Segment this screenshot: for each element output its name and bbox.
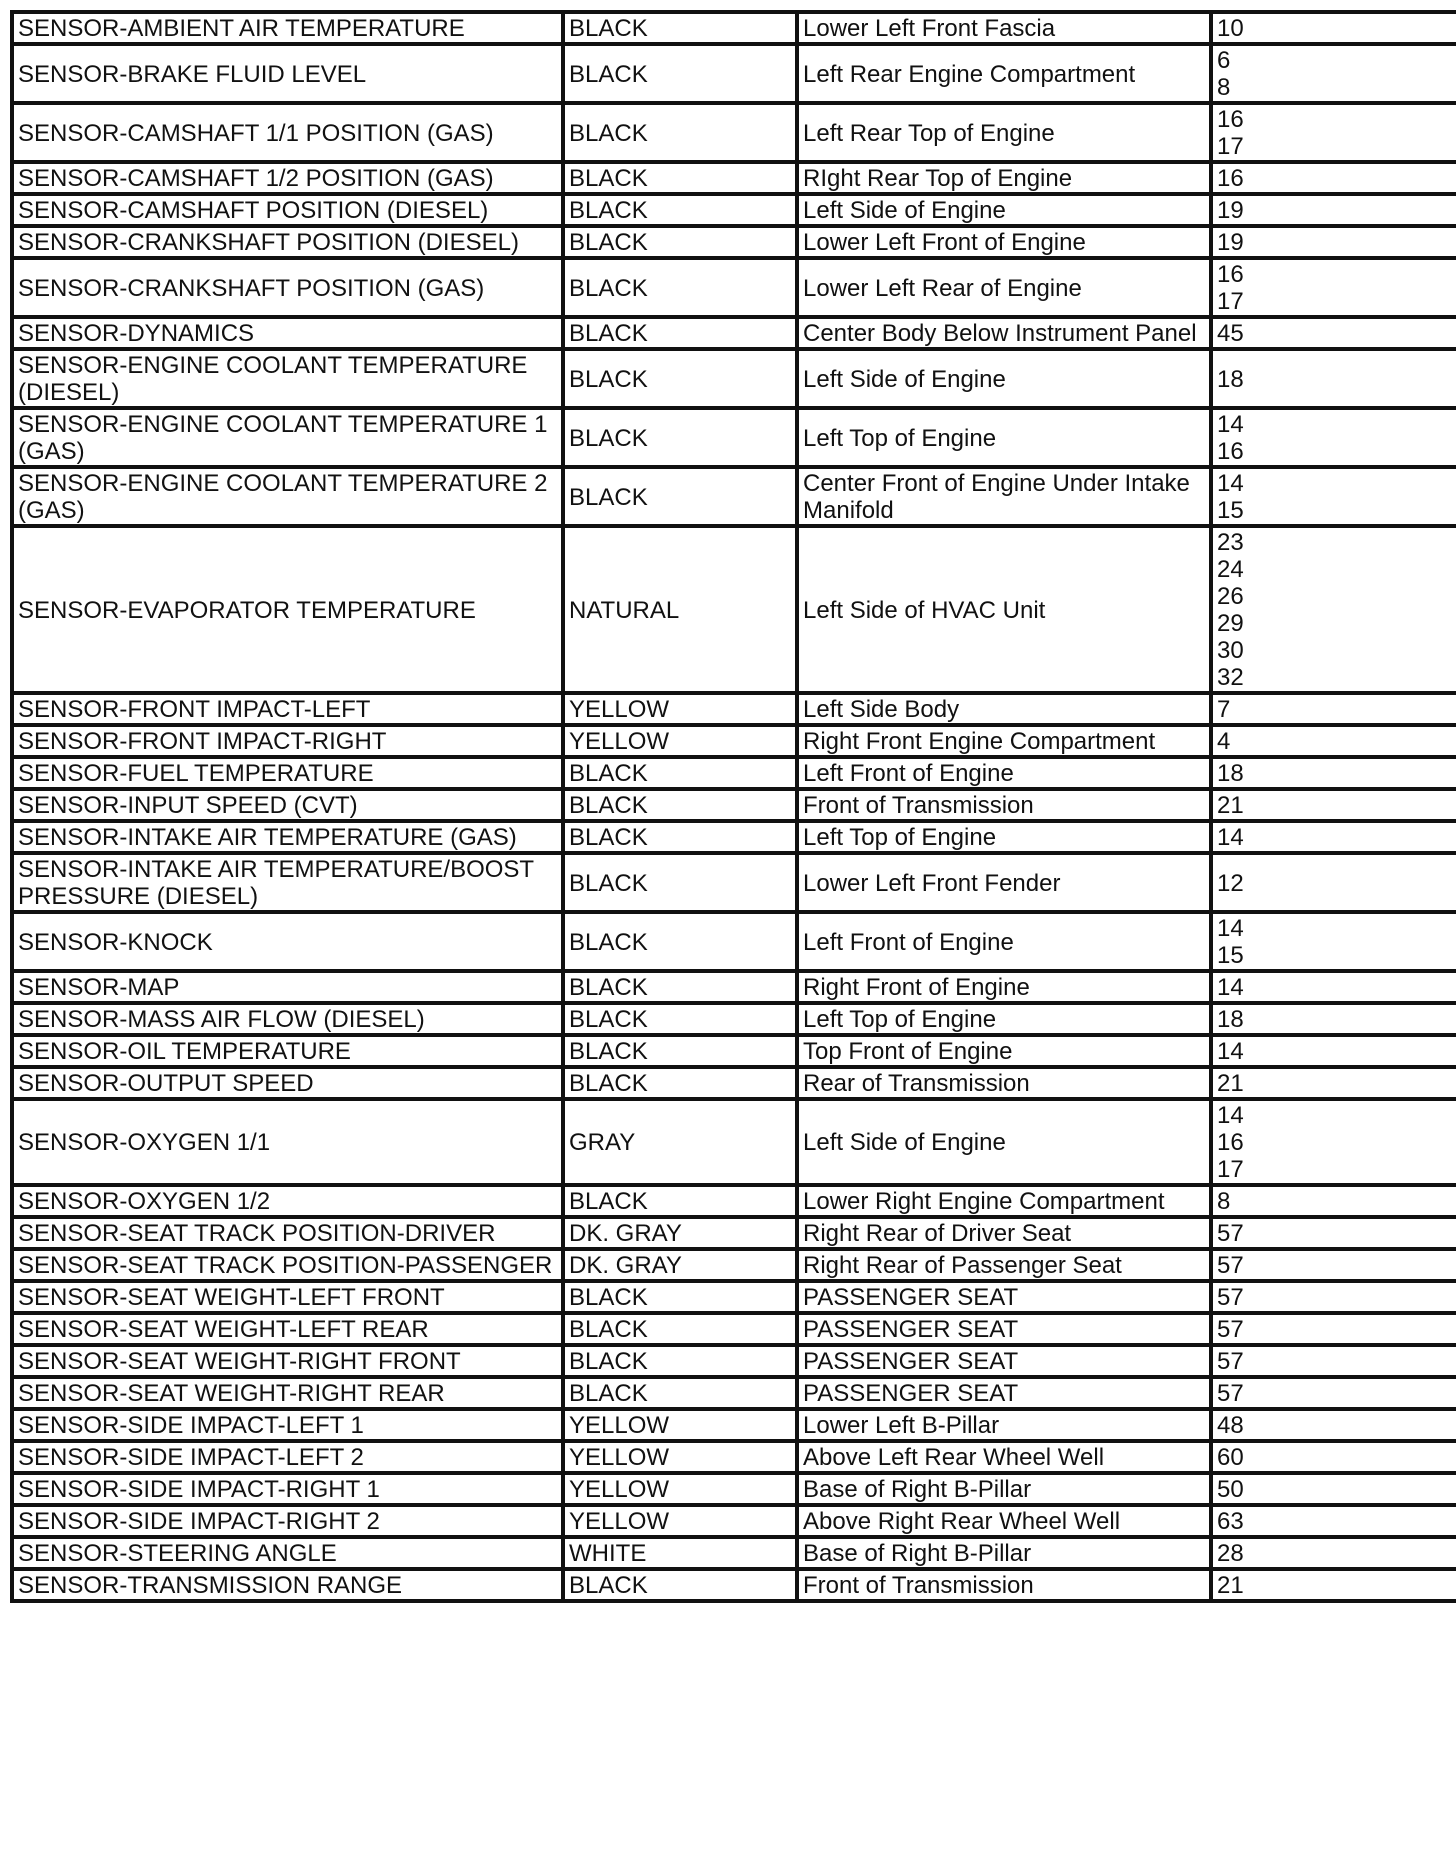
figure-number: 15 bbox=[1217, 497, 1244, 524]
connector-color-cell: YELLOW bbox=[563, 725, 797, 757]
connector-name-cell: SENSOR-ENGINE COOLANT TEMPERATURE 1 (GAS) bbox=[12, 408, 563, 467]
table-row bbox=[12, 1281, 1456, 1313]
figure-number: 30 bbox=[1217, 637, 1244, 664]
figure-numbers-cell bbox=[1211, 44, 1456, 103]
figure-number: 18 bbox=[1217, 365, 1244, 393]
connector-color-cell: BLACK bbox=[563, 194, 797, 226]
figure-numbers-cell bbox=[1211, 1313, 1456, 1345]
table-row bbox=[12, 349, 1456, 408]
figure-numbers-cell bbox=[1211, 1409, 1456, 1441]
figure-numbers-cell bbox=[1211, 162, 1456, 194]
figure-number: 16 bbox=[1217, 106, 1244, 133]
figure-number: 8 bbox=[1217, 1188, 1231, 1215]
table-row bbox=[12, 1537, 1456, 1569]
connector-location-cell: Lower Left Front Fender bbox=[797, 853, 1211, 912]
table-row bbox=[12, 1377, 1456, 1409]
connector-name-cell: SENSOR-FUEL TEMPERATURE bbox=[12, 757, 563, 789]
figure-number: 57 bbox=[1217, 1380, 1244, 1407]
figure-number: 18 bbox=[1217, 1006, 1244, 1033]
connector-name-cell: SENSOR-CAMSHAFT POSITION (DIESEL) bbox=[12, 194, 563, 226]
connector-color-cell: BLACK bbox=[563, 44, 797, 103]
connector-name-cell: SENSOR-OXYGEN 1/1 bbox=[12, 1099, 563, 1185]
figure-numbers-cell bbox=[1211, 789, 1456, 821]
connector-location-cell: Right Rear of Passenger Seat bbox=[797, 1249, 1211, 1281]
figure-number: 17 bbox=[1217, 133, 1244, 160]
connector-color-cell: BLACK bbox=[563, 971, 797, 1003]
figure-numbers-cell bbox=[1211, 1441, 1456, 1473]
connector-location-cell: Rear of Transmission bbox=[797, 1067, 1211, 1099]
connector-name-cell: SENSOR-INTAKE AIR TEMPERATURE/BOOST PRESSURE (DIESEL) bbox=[12, 853, 563, 912]
connector-location-cell: Base of Right B-Pillar bbox=[797, 1473, 1211, 1505]
figure-number: 50 bbox=[1217, 1476, 1244, 1503]
figure-number: 16 bbox=[1217, 261, 1244, 288]
connector-name-cell: SENSOR-SIDE IMPACT-RIGHT 1 bbox=[12, 1473, 563, 1505]
connector-locator-sheet bbox=[10, 10, 1448, 1603]
connector-color-cell: BLACK bbox=[563, 467, 797, 526]
connector-color-cell: BLACK bbox=[563, 349, 797, 408]
connector-name-cell: SENSOR-CRANKSHAFT POSITION (DIESEL) bbox=[12, 226, 563, 258]
connector-color-cell: GRAY bbox=[563, 1099, 797, 1185]
connector-location-cell: Top Front of Engine bbox=[797, 1035, 1211, 1067]
figure-numbers-cell bbox=[1211, 12, 1456, 44]
connector-color-cell: WHITE bbox=[563, 1537, 797, 1569]
figure-number: 14 bbox=[1217, 974, 1244, 1001]
connector-location-cell: PASSENGER SEAT bbox=[797, 1345, 1211, 1377]
connector-color-cell: DK. GRAY bbox=[563, 1217, 797, 1249]
figure-number: 6 bbox=[1217, 47, 1231, 74]
figure-numbers-cell bbox=[1211, 1505, 1456, 1537]
table-row bbox=[12, 853, 1456, 912]
figure-number: 4 bbox=[1217, 728, 1231, 755]
connector-location-cell: Left Side of Engine bbox=[797, 1099, 1211, 1185]
figure-number: 17 bbox=[1217, 288, 1244, 315]
figure-number: 57 bbox=[1217, 1220, 1244, 1247]
connector-color-cell: BLACK bbox=[563, 912, 797, 971]
connector-color-cell: YELLOW bbox=[563, 693, 797, 725]
figure-numbers-cell bbox=[1211, 853, 1456, 912]
connector-color-cell: NATURAL bbox=[563, 526, 797, 693]
figure-number: 12 bbox=[1217, 869, 1244, 897]
table-row bbox=[12, 1569, 1456, 1601]
connector-name-cell: SENSOR-CRANKSHAFT POSITION (GAS) bbox=[12, 258, 563, 317]
connector-name-cell: SENSOR-FRONT IMPACT-LEFT bbox=[12, 693, 563, 725]
connector-location-cell: PASSENGER SEAT bbox=[797, 1281, 1211, 1313]
connector-location-cell: Center Body Below Instrument Panel bbox=[797, 317, 1211, 349]
connector-location-cell: Left Top of Engine bbox=[797, 821, 1211, 853]
figure-numbers-cell bbox=[1211, 1345, 1456, 1377]
connector-name-cell: SENSOR-MAP bbox=[12, 971, 563, 1003]
figure-number: 17 bbox=[1217, 1156, 1244, 1183]
connector-color-cell: BLACK bbox=[563, 317, 797, 349]
table-row bbox=[12, 1345, 1456, 1377]
sensor-connector-table bbox=[10, 10, 1456, 1603]
connector-location-cell: Left Rear Engine Compartment bbox=[797, 44, 1211, 103]
figure-numbers-cell bbox=[1211, 1537, 1456, 1569]
connector-location-cell: Right Front Engine Compartment bbox=[797, 725, 1211, 757]
table-row bbox=[12, 1313, 1456, 1345]
connector-color-cell: BLACK bbox=[563, 1281, 797, 1313]
table-row bbox=[12, 1035, 1456, 1067]
figure-number: 24 bbox=[1217, 556, 1244, 583]
figure-numbers-cell bbox=[1211, 1003, 1456, 1035]
connector-location-cell: Above Left Rear Wheel Well bbox=[797, 1441, 1211, 1473]
table-row bbox=[12, 912, 1456, 971]
connector-color-cell: DK. GRAY bbox=[563, 1249, 797, 1281]
connector-color-cell: YELLOW bbox=[563, 1505, 797, 1537]
table-row bbox=[12, 1409, 1456, 1441]
connector-color-cell: BLACK bbox=[563, 821, 797, 853]
figure-numbers-cell bbox=[1211, 1281, 1456, 1313]
connector-name-cell: SENSOR-CAMSHAFT 1/2 POSITION (GAS) bbox=[12, 162, 563, 194]
table-row bbox=[12, 1067, 1456, 1099]
connector-name-cell: SENSOR-DYNAMICS bbox=[12, 317, 563, 349]
figure-numbers-cell bbox=[1211, 1035, 1456, 1067]
connector-name-cell: SENSOR-CAMSHAFT 1/1 POSITION (GAS) bbox=[12, 103, 563, 162]
connector-name-cell: SENSOR-AMBIENT AIR TEMPERATURE bbox=[12, 12, 563, 44]
figure-number: 21 bbox=[1217, 1572, 1244, 1599]
figure-number: 14 bbox=[1217, 1102, 1244, 1129]
table-row bbox=[12, 789, 1456, 821]
connector-name-cell: SENSOR-SIDE IMPACT-LEFT 1 bbox=[12, 1409, 563, 1441]
figure-number: 57 bbox=[1217, 1348, 1244, 1375]
connector-name-cell: SENSOR-SEAT TRACK POSITION-PASSENGER bbox=[12, 1249, 563, 1281]
connector-name-cell: SENSOR-SEAT WEIGHT-LEFT FRONT bbox=[12, 1281, 563, 1313]
table-body bbox=[12, 12, 1456, 1601]
figure-number: 16 bbox=[1217, 165, 1244, 192]
figure-numbers-cell bbox=[1211, 1569, 1456, 1601]
connector-location-cell: Lower Left Front of Engine bbox=[797, 226, 1211, 258]
connector-location-cell: Lower Left Rear of Engine bbox=[797, 258, 1211, 317]
figure-number: 21 bbox=[1217, 792, 1244, 819]
figure-number: 60 bbox=[1217, 1444, 1244, 1471]
connector-color-cell: YELLOW bbox=[563, 1473, 797, 1505]
table-row bbox=[12, 1249, 1456, 1281]
connector-location-cell: Left Top of Engine bbox=[797, 408, 1211, 467]
connector-color-cell: BLACK bbox=[563, 103, 797, 162]
connector-color-cell: BLACK bbox=[563, 1067, 797, 1099]
table-row bbox=[12, 1099, 1456, 1185]
connector-color-cell: BLACK bbox=[563, 226, 797, 258]
figure-numbers-cell bbox=[1211, 1185, 1456, 1217]
connector-name-cell: SENSOR-ENGINE COOLANT TEMPERATURE 2 (GAS) bbox=[12, 467, 563, 526]
connector-location-cell: Left Side of Engine bbox=[797, 194, 1211, 226]
figure-number: 57 bbox=[1217, 1252, 1244, 1279]
figure-number: 10 bbox=[1217, 15, 1244, 42]
figure-numbers-cell bbox=[1211, 1217, 1456, 1249]
connector-name-cell: SENSOR-MASS AIR FLOW (DIESEL) bbox=[12, 1003, 563, 1035]
connector-color-cell: BLACK bbox=[563, 1003, 797, 1035]
table-row bbox=[12, 226, 1456, 258]
connector-location-cell: Lower Right Engine Compartment bbox=[797, 1185, 1211, 1217]
figure-number: 19 bbox=[1217, 197, 1244, 224]
connector-name-cell: SENSOR-EVAPORATOR TEMPERATURE bbox=[12, 526, 563, 693]
figure-numbers-cell bbox=[1211, 971, 1456, 1003]
figure-number: 45 bbox=[1217, 320, 1244, 347]
connector-color-cell: BLACK bbox=[563, 1345, 797, 1377]
connector-location-cell: Left Rear Top of Engine bbox=[797, 103, 1211, 162]
table-row bbox=[12, 1473, 1456, 1505]
connector-location-cell: Right Front of Engine bbox=[797, 971, 1211, 1003]
connector-location-cell: Lower Left B-Pillar bbox=[797, 1409, 1211, 1441]
figure-number: 23 bbox=[1217, 529, 1244, 556]
connector-color-cell: BLACK bbox=[563, 853, 797, 912]
connector-name-cell: SENSOR-OXYGEN 1/2 bbox=[12, 1185, 563, 1217]
figure-number: 26 bbox=[1217, 583, 1244, 610]
figure-numbers-cell bbox=[1211, 1377, 1456, 1409]
connector-name-cell: SENSOR-OUTPUT SPEED bbox=[12, 1067, 563, 1099]
connector-name-cell: SENSOR-TRANSMISSION RANGE bbox=[12, 1569, 563, 1601]
figure-number: 19 bbox=[1217, 229, 1244, 256]
connector-color-cell: BLACK bbox=[563, 1035, 797, 1067]
figure-number: 14 bbox=[1217, 470, 1244, 497]
connector-color-cell: BLACK bbox=[563, 757, 797, 789]
figure-numbers-cell bbox=[1211, 1249, 1456, 1281]
table-row bbox=[12, 408, 1456, 467]
connector-name-cell: SENSOR-SIDE IMPACT-RIGHT 2 bbox=[12, 1505, 563, 1537]
connector-location-cell: RIght Rear Top of Engine bbox=[797, 162, 1211, 194]
connector-color-cell: YELLOW bbox=[563, 1409, 797, 1441]
figure-number: 28 bbox=[1217, 1540, 1244, 1567]
connector-location-cell: Front of Transmission bbox=[797, 789, 1211, 821]
figure-numbers-cell bbox=[1211, 725, 1456, 757]
figure-numbers-cell bbox=[1211, 821, 1456, 853]
figure-number: 18 bbox=[1217, 760, 1244, 787]
table-row bbox=[12, 821, 1456, 853]
figure-numbers-cell bbox=[1211, 1473, 1456, 1505]
connector-location-cell: Center Front of Engine Under Intake Manifold bbox=[797, 467, 1211, 526]
connector-name-cell: SENSOR-SIDE IMPACT-LEFT 2 bbox=[12, 1441, 563, 1473]
figure-numbers-cell bbox=[1211, 912, 1456, 971]
connector-location-cell: Left Top of Engine bbox=[797, 1003, 1211, 1035]
connector-location-cell: Left Side Body bbox=[797, 693, 1211, 725]
connector-location-cell: Left Front of Engine bbox=[797, 757, 1211, 789]
figure-numbers-cell bbox=[1211, 349, 1456, 408]
figure-numbers-cell bbox=[1211, 1067, 1456, 1099]
figure-number: 57 bbox=[1217, 1316, 1244, 1343]
figure-numbers-cell bbox=[1211, 467, 1456, 526]
table-row bbox=[12, 1217, 1456, 1249]
figure-number: 14 bbox=[1217, 915, 1244, 942]
figure-number: 7 bbox=[1217, 696, 1231, 723]
figure-numbers-cell bbox=[1211, 226, 1456, 258]
table-row bbox=[12, 162, 1456, 194]
connector-location-cell: Left Side of Engine bbox=[797, 349, 1211, 408]
figure-numbers-cell bbox=[1211, 693, 1456, 725]
connector-location-cell: Lower Left Front Fascia bbox=[797, 12, 1211, 44]
connector-location-cell: Base of Right B-Pillar bbox=[797, 1537, 1211, 1569]
table-row bbox=[12, 1185, 1456, 1217]
figure-numbers-cell bbox=[1211, 317, 1456, 349]
table-row bbox=[12, 725, 1456, 757]
connector-name-cell: SENSOR-FRONT IMPACT-RIGHT bbox=[12, 725, 563, 757]
table-row bbox=[12, 12, 1456, 44]
connector-color-cell: BLACK bbox=[563, 408, 797, 467]
table-row bbox=[12, 467, 1456, 526]
table-row bbox=[12, 103, 1456, 162]
figure-numbers-cell bbox=[1211, 526, 1456, 693]
table-row bbox=[12, 317, 1456, 349]
connector-name-cell: SENSOR-BRAKE FLUID LEVEL bbox=[12, 44, 563, 103]
connector-location-cell: PASSENGER SEAT bbox=[797, 1377, 1211, 1409]
figure-number: 14 bbox=[1217, 411, 1244, 438]
connector-location-cell: Front of Transmission bbox=[797, 1569, 1211, 1601]
figure-number: 57 bbox=[1217, 1284, 1244, 1311]
connector-color-cell: BLACK bbox=[563, 258, 797, 317]
figure-number: 14 bbox=[1217, 824, 1244, 851]
connector-name-cell: SENSOR-INPUT SPEED (CVT) bbox=[12, 789, 563, 821]
connector-color-cell: BLACK bbox=[563, 162, 797, 194]
table-row bbox=[12, 757, 1456, 789]
figure-numbers-cell bbox=[1211, 408, 1456, 467]
figure-number: 14 bbox=[1217, 1038, 1244, 1065]
connector-color-cell: BLACK bbox=[563, 789, 797, 821]
figure-numbers-cell bbox=[1211, 1099, 1456, 1185]
connector-name-cell: SENSOR-STEERING ANGLE bbox=[12, 1537, 563, 1569]
connector-name-cell: SENSOR-SEAT WEIGHT-LEFT REAR bbox=[12, 1313, 563, 1345]
connector-location-cell: Left Side of HVAC Unit bbox=[797, 526, 1211, 693]
figure-numbers-cell bbox=[1211, 103, 1456, 162]
figure-number: 21 bbox=[1217, 1070, 1244, 1097]
figure-number: 15 bbox=[1217, 942, 1244, 969]
figure-number: 16 bbox=[1217, 438, 1244, 465]
figure-number: 8 bbox=[1217, 74, 1231, 101]
table-row bbox=[12, 194, 1456, 226]
figure-number: 63 bbox=[1217, 1508, 1244, 1535]
connector-color-cell: BLACK bbox=[563, 1185, 797, 1217]
table-row bbox=[12, 526, 1456, 693]
connector-name-cell: SENSOR-SEAT WEIGHT-RIGHT FRONT bbox=[12, 1345, 563, 1377]
table-row bbox=[12, 1505, 1456, 1537]
table-row bbox=[12, 693, 1456, 725]
figure-number: 48 bbox=[1217, 1412, 1244, 1439]
connector-color-cell: BLACK bbox=[563, 12, 797, 44]
connector-location-cell: Left Front of Engine bbox=[797, 912, 1211, 971]
table-row bbox=[12, 44, 1456, 103]
figure-number: 16 bbox=[1217, 1129, 1244, 1156]
connector-color-cell: BLACK bbox=[563, 1569, 797, 1601]
table-row bbox=[12, 971, 1456, 1003]
table-row bbox=[12, 1441, 1456, 1473]
connector-name-cell: SENSOR-KNOCK bbox=[12, 912, 563, 971]
table-row bbox=[12, 1003, 1456, 1035]
connector-name-cell: SENSOR-ENGINE COOLANT TEMPERATURE (DIESEL) bbox=[12, 349, 563, 408]
figure-number: 32 bbox=[1217, 664, 1244, 691]
figure-number: 29 bbox=[1217, 610, 1244, 637]
table-row bbox=[12, 258, 1456, 317]
connector-location-cell: PASSENGER SEAT bbox=[797, 1313, 1211, 1345]
connector-name-cell: SENSOR-SEAT TRACK POSITION-DRIVER bbox=[12, 1217, 563, 1249]
figure-numbers-cell bbox=[1211, 258, 1456, 317]
connector-location-cell: Above Right Rear Wheel Well bbox=[797, 1505, 1211, 1537]
connector-name-cell: SENSOR-OIL TEMPERATURE bbox=[12, 1035, 563, 1067]
connector-color-cell: YELLOW bbox=[563, 1441, 797, 1473]
connector-color-cell: BLACK bbox=[563, 1313, 797, 1345]
connector-location-cell: Right Rear of Driver Seat bbox=[797, 1217, 1211, 1249]
figure-numbers-cell bbox=[1211, 194, 1456, 226]
connector-color-cell: BLACK bbox=[563, 1377, 797, 1409]
connector-name-cell: SENSOR-SEAT WEIGHT-RIGHT REAR bbox=[12, 1377, 563, 1409]
connector-name-cell: SENSOR-INTAKE AIR TEMPERATURE (GAS) bbox=[12, 821, 563, 853]
figure-numbers-cell bbox=[1211, 757, 1456, 789]
